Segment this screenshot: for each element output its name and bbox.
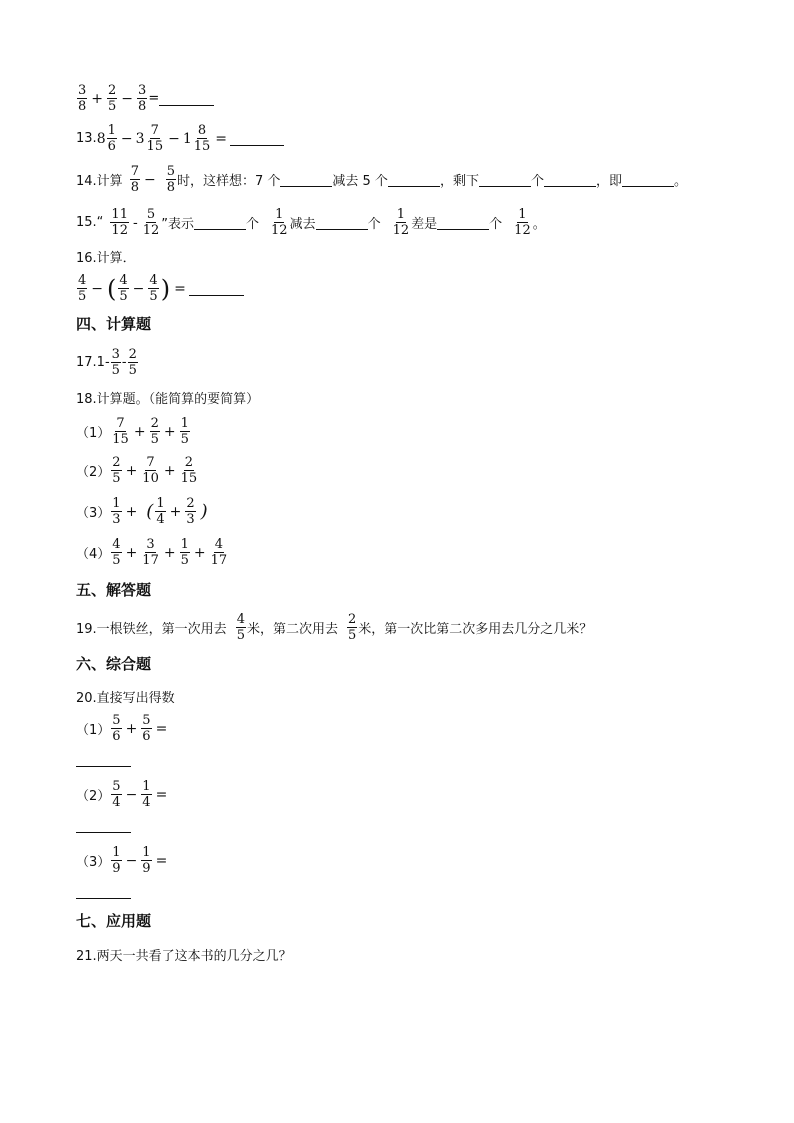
fraction: $\frac{5}{6}$ xyxy=(112,713,121,744)
answer-blank[interactable] xyxy=(316,215,368,230)
question-17: 17.1- $\frac{3}{5}$ - $\frac{2}{5}$ xyxy=(76,347,137,378)
question-13: 13. 8 $\frac{1}{6}$ − 3 $\frac{7}{15}$ − 1 $\frac{8}{15}$ = xyxy=(76,124,284,153)
answer-blank[interactable] xyxy=(159,91,214,106)
question-18-part-2: （2） $\frac{2}{5}$ + $\frac{7}{10}$ + $\frac{2}{15}$ xyxy=(76,455,198,486)
question-12-expression: $\frac{3}{8}$ + $\frac{2}{5}$ − $\frac{3}{8}$ = xyxy=(76,84,214,113)
question-18-part-1: （1） $\frac{7}{15}$ + $\frac{2}{5}$ + $\frac{1}{5}$ xyxy=(76,416,189,447)
fraction: $\frac{11}{12}$ xyxy=(111,207,128,238)
answer-blank[interactable] xyxy=(230,131,284,146)
question-18-part-4: （4） $\frac{4}{5}$ + $\frac{3}{17}$ + $\frac{1}{5}$ + $\frac{4}{17}$ xyxy=(76,537,228,568)
fraction: $\frac{1}{9}$ xyxy=(142,845,151,876)
answer-blank[interactable] xyxy=(437,215,489,230)
fraction: $\frac{2}{3}$ xyxy=(186,496,195,527)
fraction: $\frac{5}{4}$ xyxy=(112,779,121,810)
fraction: $\frac{4}{17}$ xyxy=(210,537,228,568)
section-heading-7: 七、应用题 xyxy=(76,912,152,930)
question-16-expression: $\frac{4}{5}$ − ( $\frac{4}{5}$ − $\frac{4}{5}$ ) = xyxy=(76,274,244,303)
answer-blank[interactable] xyxy=(622,172,674,187)
fraction: $\frac{1}{12}$ xyxy=(514,207,531,238)
fraction: $\frac{8}{15}$ xyxy=(193,123,211,154)
section-heading-5: 五、解答题 xyxy=(76,581,152,599)
answer-blank[interactable] xyxy=(76,898,131,899)
fraction: $\frac{1}{9}$ xyxy=(112,845,121,876)
fraction: $\frac{1}{4}$ xyxy=(142,779,151,810)
answer-blank[interactable] xyxy=(76,766,131,767)
fraction: $\frac{3}{17}$ xyxy=(142,537,159,568)
question-20-part-2: （2） $\frac{5}{4}$ − $\frac{1}{4}$ = xyxy=(76,779,168,810)
question-21: 21.两天一共看了这本书的几分之几？ xyxy=(76,949,292,964)
fraction: $\frac{2}{5}$ xyxy=(108,83,117,114)
answer-blank[interactable] xyxy=(194,215,246,230)
fraction: $\frac{3}{8}$ xyxy=(78,83,87,114)
fraction: $\frac{2}{5}$ xyxy=(112,455,121,486)
fraction: $\frac{7}{10}$ xyxy=(142,455,159,486)
fraction: $\frac{1}{4}$ xyxy=(156,496,165,527)
fraction: $\frac{4}{5}$ xyxy=(112,537,121,568)
answer-blank[interactable] xyxy=(280,172,332,187)
fraction: $\frac{5}{6}$ xyxy=(142,713,151,744)
answer-blank[interactable] xyxy=(479,172,531,187)
section-heading-4: 四、计算题 xyxy=(76,315,152,333)
fraction: $\frac{2}{5}$ xyxy=(347,612,357,643)
fraction: $\frac{5}{8}$ xyxy=(166,164,175,195)
question-20-part-3: （3） $\frac{1}{9}$ − $\frac{1}{9}$ = xyxy=(76,845,168,876)
question-16-label: 16.计算． xyxy=(76,251,136,266)
fraction: $\frac{4}{5}$ xyxy=(236,612,245,643)
question-18-part-3: （3） $\frac{1}{3}$ + ( $\frac{1}{4}$ + $\frac{2}{3}$ ) xyxy=(76,496,208,527)
question-19: 19.一根铁丝，第一次用去 $\frac{4}{5}$ 米，第二次用去 $\frac{2}{5}$ 米，第一次比第二次多用去几分之几米？ xyxy=(76,612,593,643)
fraction: $\frac{5}{12}$ xyxy=(142,207,160,238)
fraction: $\frac{2}{5}$ xyxy=(128,347,137,378)
fraction: $\frac{7}{8}$ xyxy=(130,164,139,195)
answer-blank[interactable] xyxy=(388,172,440,187)
fraction: $\frac{1}{3}$ xyxy=(112,496,121,527)
fraction: $\frac{1}{5}$ xyxy=(180,416,189,447)
fraction: $\frac{1}{12}$ xyxy=(271,207,288,238)
fraction: $\frac{1}{5}$ xyxy=(180,537,189,568)
fraction: $\frac{3}{8}$ xyxy=(138,83,147,114)
answer-blank[interactable] xyxy=(544,172,596,187)
question-20-label: 20.直接写出得数 xyxy=(76,691,175,706)
question-20-part-1: （1） $\frac{5}{6}$ + $\frac{5}{6}$ = xyxy=(76,713,168,744)
question-14: 14.计算 $\frac{7}{8}$ − $\frac{5}{8}$ 时，这样想：7 个 减去 5 个 ，剩下 个 ，即 。 xyxy=(76,164,687,195)
question-18-label: 18.计算题。（能简算的要简算） xyxy=(76,392,260,407)
fraction: $\frac{4}{5}$ xyxy=(119,273,128,304)
question-15: 15.“ $\frac{11}{12}$ - $\frac{5}{12}$ ”表示 个 $\frac{1}{12}$ 减去 个 $\frac{1}{12}$ 差是 个 $\frac{1}{12}$ 。 xyxy=(76,207,546,238)
fraction: $\frac{7}{15}$ xyxy=(146,123,164,154)
fraction: $\frac{4}{5}$ xyxy=(149,273,158,304)
fraction: $\frac{7}{15}$ xyxy=(112,416,129,447)
fraction: $\frac{4}{5}$ xyxy=(78,273,87,304)
fraction: $\frac{2}{15}$ xyxy=(180,455,198,486)
section-heading-6: 六、综合题 xyxy=(76,655,152,673)
fraction: $\frac{1}{12}$ xyxy=(392,207,410,238)
fraction: $\frac{3}{5}$ xyxy=(111,347,120,378)
answer-blank[interactable] xyxy=(189,281,244,296)
fraction: $\frac{1}{6}$ xyxy=(107,123,116,154)
fraction: $\frac{2}{5}$ xyxy=(150,416,159,447)
answer-blank[interactable] xyxy=(76,832,131,833)
